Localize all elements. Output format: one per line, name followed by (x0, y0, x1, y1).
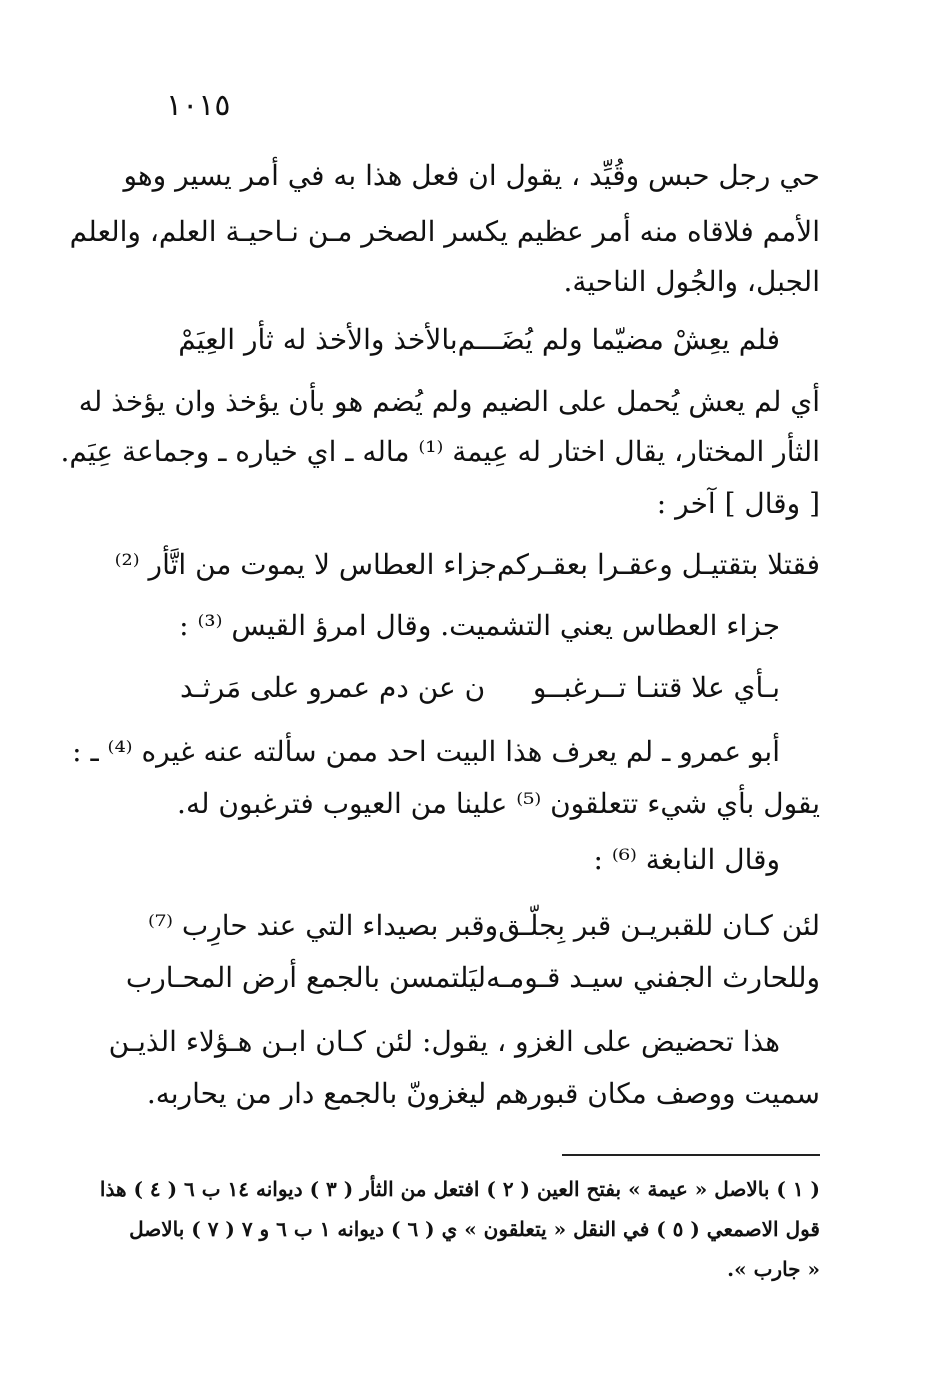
text-line: جزاء العطاس يعني التشميت. وقال امرؤ القيس ⁽³⁾ : (179, 609, 780, 642)
text-line: حي رجل حبس وقُيِّد ، يقول ان فعل هذا به في أمر يسير وهو (123, 159, 820, 192)
verse-hemistich-first: فلم يعِشْ مضيّما ولم يُضَـــم (457, 323, 780, 356)
verse-hemistich-second: ن عن دم عمرو على مَرثـد (180, 671, 486, 704)
text-line: الأمم فلاقاه منه أمر عظيم يكسر الصخر مـن نـاحيـة العلم، والعلم (69, 215, 820, 248)
footnote-line: ( ١ ) بالاصل « عيمة » بفتح العين ( ٢ ) افتعل من الثأر ( ٣ ) ديوانه ١٤ ب ٦ ( ٤ ) هذا (99, 1177, 820, 1201)
text-line: سميت ووصف مكان قبورهم ليغزونّ بالجمع دار من يحاربه. (146, 1077, 820, 1110)
text-line: [ وقال ] آخر : (656, 487, 820, 520)
verse-hemistich-first: فقتلا بتقتيـل وعقـرا بعقـركم (496, 548, 820, 581)
verse-hemistich-first: بـأي علا قتنـا تــرغبــو (532, 671, 780, 704)
page-number: ١٠١٥ (166, 88, 231, 123)
verse-line (180, 320, 780, 360)
text-line: وقال النابغة ⁽⁶⁾ : (593, 843, 780, 876)
text-line: أبو عمرو ـ لم يعرف هذا البيت احد ممن سألته عنه غيره ⁽⁴⁾ ـ : (72, 735, 780, 768)
verse-hemistich-second: وقبر بصيداء التي عند حارِب ⁽⁷⁾ (148, 909, 499, 942)
verse-hemistich-first: لئن كـان للقبريـن قبر بِجلّـق (498, 909, 820, 942)
verse-hemistich-second: بالأخذ والأخذ له ثأر العِيَمْ (178, 323, 458, 356)
text-line: يقول بأي شيء تتعلقون ⁽⁵⁾ علينا من العيوب فترغبون له. (177, 787, 820, 820)
text-line: أي لم يعش يُحمل على الضيم ولم يُضم هو بأن يؤخذ وان يؤخذ له (78, 385, 820, 418)
text-line: الثأر المختار، يقال اختار له عِيمة ⁽¹⁾ ماله ـ اي خياره ـ وجماعة عِيَم. (60, 435, 820, 468)
verse-line (125, 958, 820, 998)
verse-line (114, 545, 820, 585)
verse-line (180, 668, 780, 708)
footnote-line: قول الاصمعي ( ٥ ) في النقل « يتعلقون » ي ( ٦ ) ديوانه ١ ب ٦ و ٧ ( ٧ ) بالاصل (129, 1217, 820, 1241)
verse-hemistich-first: وللحارث الجفني سيـد قـومـه (486, 961, 820, 994)
text-line: الجبل، والجُول الناحية. (563, 265, 820, 298)
verse-line (148, 906, 820, 946)
text-line: هذا تحضيض على الغزو ، يقول: لئن كـان ابـن هـؤلاء الذيـن (108, 1025, 780, 1058)
verse-hemistich-second: جزاء العطاس لا يموت من اتَّأر ⁽²⁾ (114, 548, 497, 581)
footnote-separator (562, 1154, 820, 1156)
footnote-line: « جارب ». (727, 1257, 820, 1281)
verse-hemistich-second: ليَلتمسن بالجمع أرض المحـارب (125, 961, 487, 994)
